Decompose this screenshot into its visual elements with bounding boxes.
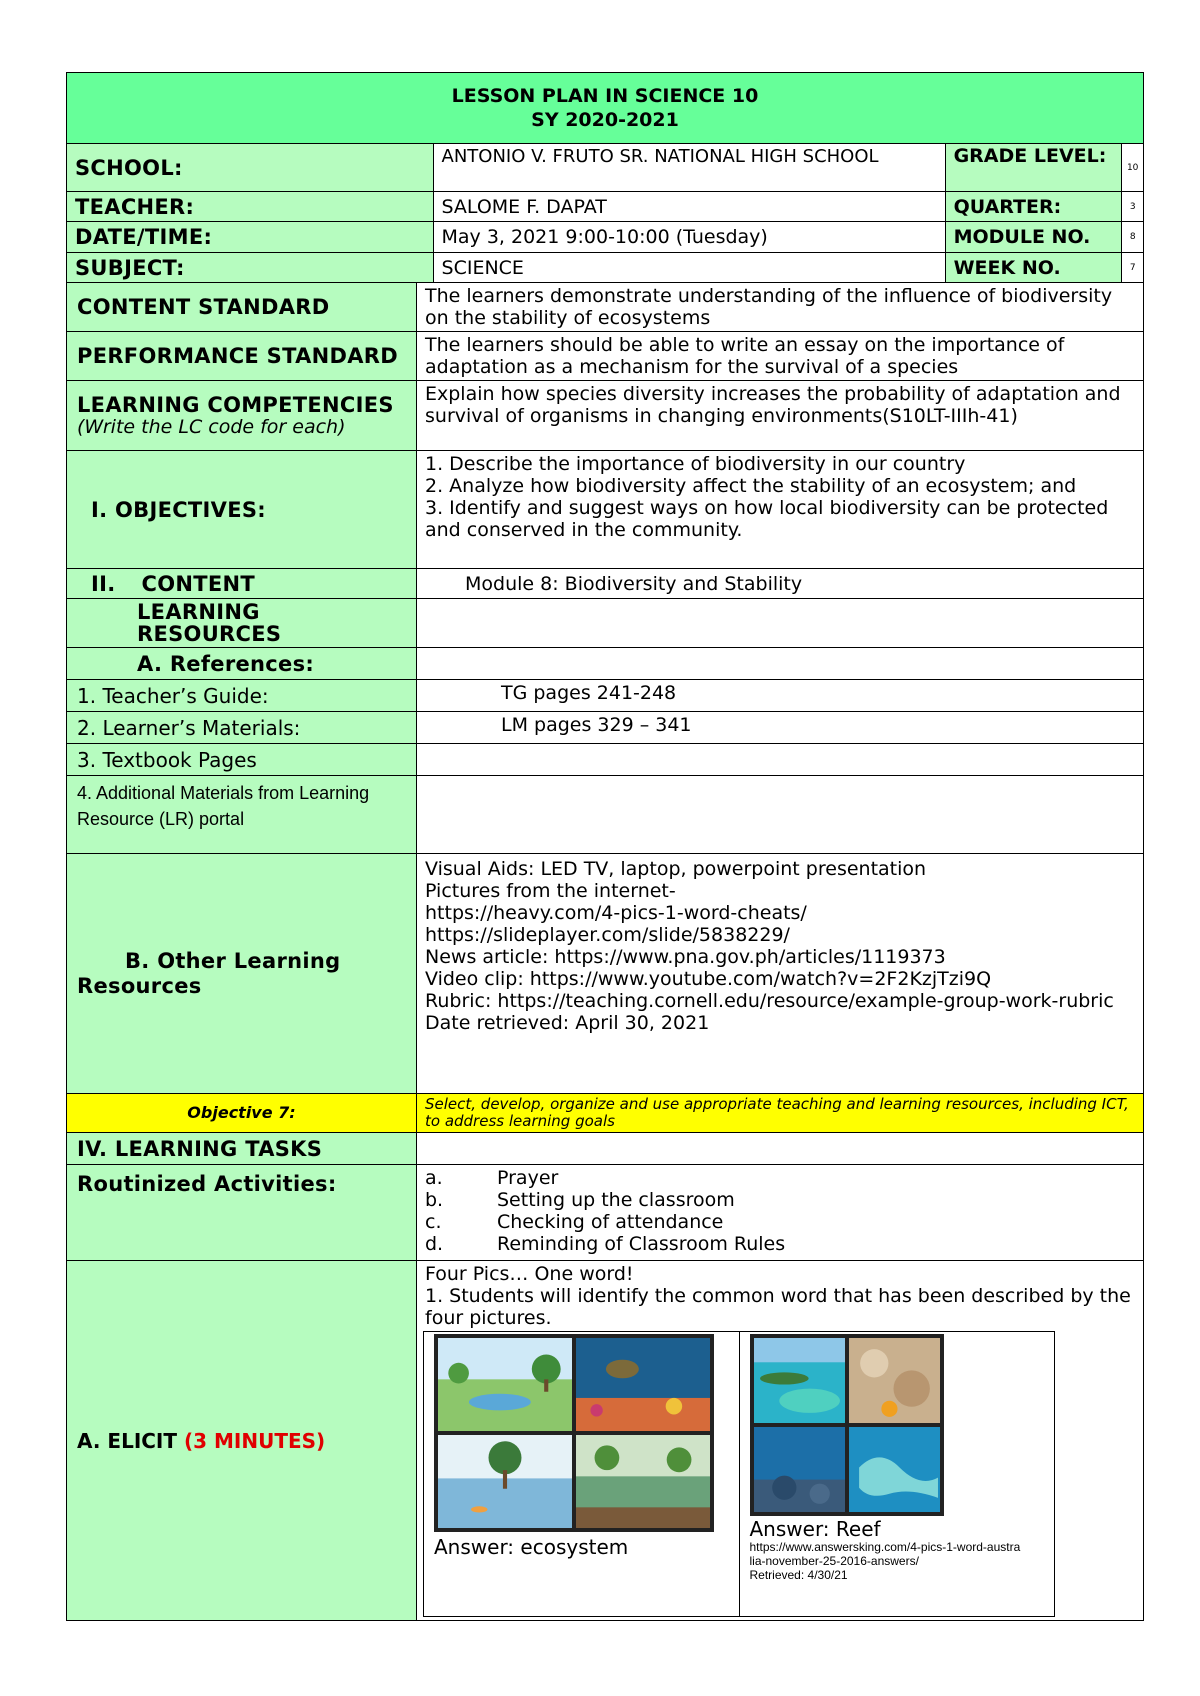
grassland-picture <box>438 1338 572 1431</box>
header-title: LESSON PLAN IN SCIENCE 10 <box>451 85 759 107</box>
grade-level-label: GRADE LEVEL: <box>945 144 1122 192</box>
additional-materials-value <box>417 776 1144 854</box>
school-value: ANTONIO V. FRUTO SR. NATIONAL HIGH SCHOOL <box>433 144 945 192</box>
routine-item: c. Checking of attendance <box>425 1211 724 1233</box>
school-label: SCHOOL: <box>67 144 434 192</box>
resource-line: Visual Aids: LED TV, laptop, powerpoint presentation <box>425 858 927 880</box>
elicit-label: A. ELICIT <box>77 1428 178 1453</box>
learning-competencies-cell <box>67 381 417 451</box>
answer-reef: Answer: Reef <box>749 1517 881 1541</box>
learning-competencies-label: LEARNING COMPETENCIES <box>77 392 394 417</box>
learning-resources-label: LEARNING RESOURCES <box>67 599 417 648</box>
objective-item: 2. Analyze how biodiversity affect the stability of an ecosystem; and <box>425 475 1077 497</box>
aerial-reef-picture <box>849 1427 940 1512</box>
objective-7-label: Objective 7: <box>67 1094 417 1133</box>
resource-line: News article: https://www.pna.gov.ph/articles/1119373 <box>425 946 946 968</box>
underwater-reef-picture <box>754 1427 845 1512</box>
source-link[interactable]: https://www.answersking.com/4-pics-1-word-australia-november-25-2016-answers/ <box>749 1540 1021 1568</box>
learners-materials-value: LM pages 329 – 341 <box>417 712 1144 744</box>
content-standard-value: The learners demonstrate understanding of the influence of biodiversity on the stability of ecosystems <box>417 283 1144 332</box>
elicit-content <box>417 1261 1144 1621</box>
week-no-value: 7 <box>1122 253 1144 283</box>
subject-value: SCIENCE <box>433 253 945 283</box>
grade-level-value: 10 <box>1122 144 1144 192</box>
performance-standard-value: The learners should be able to write an essay on the importance of adaptation as a mechanism for the survival of a species <box>417 332 1144 381</box>
resource-line: Rubric: https://teaching.cornell.edu/resource/example-group-work-rubric <box>425 990 1114 1012</box>
content-value: Module 8: Biodiversity and Stability <box>417 569 1144 599</box>
resource-line: Video clip: https://www.youtube.com/watch?v=2F2KzjTzi9Q <box>425 968 992 990</box>
reef-puzzle <box>740 1332 1055 1616</box>
other-resources-label: B. Other Learning Resources <box>67 854 417 1094</box>
content-standard-label: CONTENT STANDARD <box>67 283 417 332</box>
week-no-label: WEEK NO. <box>945 253 1122 283</box>
objective-item: 3. Identify and suggest ways on how local biodiversity can be protected and conserved in the community. <box>425 497 1109 541</box>
retrieved-date: Retrieved: 4/30/21 <box>749 1568 848 1582</box>
elicit-label-cell <box>67 1261 417 1621</box>
info-table <box>66 72 1144 283</box>
learning-tasks-label: IV. LEARNING TASKS <box>67 1133 417 1165</box>
content-label-cell <box>67 569 417 599</box>
content-label: CONTENT <box>141 571 256 596</box>
pond-picture <box>576 1435 710 1528</box>
ecosystem-puzzle <box>424 1332 740 1616</box>
references-label: A. References: <box>67 648 417 680</box>
content-label-number: II. <box>91 571 116 596</box>
elicit-title: Four Pics… One word! <box>425 1263 634 1285</box>
objective-7-value: Select, develop, organize and use appropriate teaching and learning resources, including ICT, to address learning goals <box>417 1094 1144 1133</box>
teacher-value: SALOME F. DAPAT <box>433 192 945 222</box>
resource-line: Date retrieved: April 30, 2021 <box>425 1012 710 1034</box>
additional-materials-label: 4. Additional Materials from Learning Resource (LR) portal <box>67 776 417 854</box>
teacher-label: TEACHER: <box>67 192 434 222</box>
plan-table <box>66 282 1144 1621</box>
routine-item: d. Reminding of Classroom Rules <box>425 1233 786 1255</box>
teachers-guide-value: TG pages 241-248 <box>417 680 1144 712</box>
lesson-plan-header <box>67 73 1144 144</box>
objectives-label: I. OBJECTIVES: <box>67 451 417 569</box>
date-time-label: DATE/TIME: <box>67 222 434 253</box>
answer-ecosystem: Answer: ecosystem <box>434 1535 629 1559</box>
resource-line: Pictures from the internet- <box>425 880 676 902</box>
island-picture <box>754 1338 845 1423</box>
reef-pictures <box>750 1334 944 1516</box>
four-pics-panel <box>423 1331 1055 1617</box>
elicit-time: (3 MINUTES) <box>184 1428 326 1453</box>
learning-resources-value <box>417 599 1144 648</box>
resource-line: https://slideplayer.com/slide/5838229/ <box>425 924 790 946</box>
header-school-year: SY 2020-2021 <box>531 109 679 131</box>
objective-item: 1. Describe the importance of biodiversity in our country <box>425 453 966 475</box>
learning-tasks-value <box>417 1133 1144 1165</box>
lesson-plan-sheet <box>66 72 1144 1621</box>
performance-standard-label: PERFORMANCE STANDARD <box>67 332 417 381</box>
textbook-pages-label: 3. Textbook Pages <box>67 744 417 776</box>
coral-picture <box>849 1338 940 1423</box>
routinized-activities-label: Routinized Activities: <box>67 1165 417 1261</box>
textbook-pages-value <box>417 744 1144 776</box>
module-no-value: 8 <box>1122 222 1144 253</box>
routine-item: b. Setting up the classroom <box>425 1189 735 1211</box>
learning-competencies-note: (Write the LC code for each) <box>77 415 346 438</box>
learning-competencies-value: Explain how species diversity increases the probability of adaptation and survival of organisms in changing environments(S10LT-IIIh-41) <box>417 381 1144 451</box>
ecosystem-pictures <box>434 1334 714 1532</box>
learners-materials-label: 2. Learner’s Materials: <box>67 712 417 744</box>
resource-line: https://heavy.com/4-pics-1-word-cheats/ <box>425 902 807 924</box>
coral-reef-picture <box>576 1338 710 1431</box>
quarter-label: QUARTER: <box>945 192 1122 222</box>
mangrove-picture <box>438 1435 572 1528</box>
teachers-guide-label: 1. Teacher’s Guide: <box>67 680 417 712</box>
other-resources-list <box>417 854 1144 1094</box>
date-time-value: May 3, 2021 9:00-10:00 (Tuesday) <box>433 222 945 253</box>
routine-item: a. Prayer <box>425 1167 559 1189</box>
references-value <box>417 648 1144 680</box>
quarter-value: 3 <box>1122 192 1144 222</box>
elicit-instruction: 1. Students will identify the common word that has been described by the four pictures. <box>425 1285 1131 1329</box>
objectives-list <box>417 451 1144 569</box>
routinized-activities-list <box>417 1165 1144 1261</box>
subject-label: SUBJECT: <box>67 253 434 283</box>
module-no-label: MODULE NO. <box>945 222 1122 253</box>
